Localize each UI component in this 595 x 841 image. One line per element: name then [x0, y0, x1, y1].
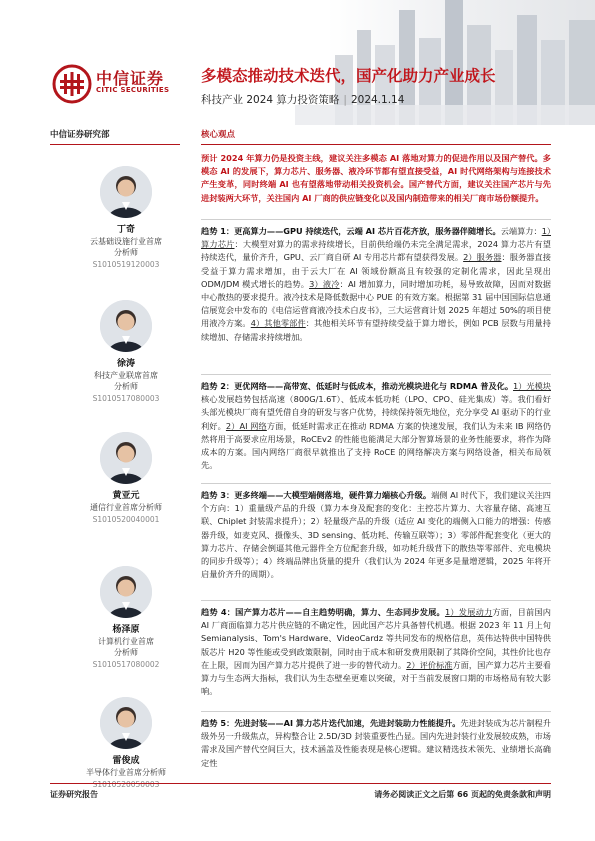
analyst-photo — [100, 166, 152, 218]
trend-text: ：其他相关环节有望持续受益于算力增长，例如 PCB 层数与用量持续增加、存储需求持续增加。 — [201, 318, 551, 342]
report-header — [0, 0, 595, 125]
trend-subtopic: 2）评价标准 — [406, 659, 453, 670]
analyst-name: 杨泽原 — [112, 625, 140, 635]
analyst-name: 徐涛 — [116, 359, 135, 369]
trend-paragraph — [201, 374, 551, 472]
analyst-license-id: S1010519120003 — [92, 260, 160, 269]
trend-subtopic: 2）服务器 — [463, 252, 502, 263]
trend-paragraph — [201, 483, 551, 581]
trend-lead: 趋势 2：更优网络——高带宽、低延时与低成本，推动光模块进化与 RDMA 普及化。 — [201, 381, 514, 391]
analyst-license-id: S1010520040001 — [92, 515, 160, 524]
analyst-photo — [100, 566, 152, 618]
trend-text: ：服务器直接受益于算力需求增加，由于云大厂在 AI 领域份额高且有较强的定制化需求，因此呈现出 ODM/JDM 模式增长的趋势。 — [201, 252, 551, 289]
core-view-heading: 核心观点 — [201, 128, 551, 145]
analyst-role-line2: 分析师 — [114, 648, 138, 657]
analyst-name: 雷俊成 — [112, 756, 140, 766]
trend-lead: 趋势 1：更高算力——GPU 持续迭代，云端 AI 芯片百花齐放，服务器伴随增长。 — [201, 226, 501, 236]
trend-subtopic: 2）AI 网络 — [225, 420, 267, 431]
report-title: 多模态推动技术迭代，国产化助力产业成长 — [201, 67, 496, 85]
subtitle-main: 科技产业 2024 算力投资策略 — [201, 94, 340, 106]
trend-text: ：AI 增加算力，同时增加功耗，易导致故障，因而对数据中心散热的要求提升。液冷技术是降低数据中心 PUE 的有效方案。根据第 31 届中国国际信息通信展览会中发布的《电信运营商液冷技术白皮书》，三大运营商计划 2025 年超过 50%的项目使用液冷方案。 — [201, 278, 551, 329]
analyst-role: 云基础设施行业首席 — [90, 237, 162, 246]
analyst-license-id: S1010517080002 — [92, 660, 160, 669]
trend-text: 方面，国产算力芯片主要看算力与生态两大指标，我们认为生态壁垒更难以突破，对于当前发展窗口期的市场格局有较大影响。 — [201, 659, 551, 697]
trend-text: ：大模型对算力的需求持续增长，目前供给端仍未完全满足需求，2024 算力芯片有望持续迭代，量价齐升，GPU、云厂商自研 AI 专用芯片都有望获得发展。 — [201, 239, 551, 263]
report-subtitle — [201, 92, 404, 107]
trend-lead: 趋势 4：国产算力芯片——自主趋势明确，算力、生态同步发展。 — [201, 607, 445, 617]
analyst-card — [56, 566, 196, 670]
analyst-photo — [100, 432, 152, 484]
subtitle-separator: | — [343, 94, 347, 106]
trend-text: 方面，目前国内 AI 厂商面临算力芯片供应链的不确定性，因此国产芯片具备替代机遇。根据 2023 年 11 月上旬 Semianalysis、Tom's Hardware、VideoCardz 等共同发布的规格信息，英伟达特供中国特供版芯片 H20 等性能或受到政策限制，同时由于成本和研发费用限制了其降价空间，其性价比也存在上限，因而为国产算力芯片提供了进一步的替代动力。 — [201, 607, 551, 670]
report-date: 2024.1.14 — [350, 94, 405, 106]
trend-subtopic: 3）液冷 — [309, 278, 340, 289]
summary-paragraph: 预计 2024 年算力仍是投资主线，建议关注多模态 AI 落地对算力的促进作用以及国产替代。多模态 AI 的发展下，算力芯片、服务器、液冷环节都有望直接受益，AI 时代网络架构与连接技术产生变革，同时终端 AI 也有望落地带动相关投资机会。国产替代方面，建议关注国产芯片与先进封装两大环节，关注国内 AI 厂商的供应链变化以及国内制造带来的相关厂商市场份额提升。 — [201, 153, 551, 203]
citic-logo-icon — [52, 64, 92, 104]
analyst-role: 科技产业联席首席 — [94, 371, 158, 380]
trend-text: 先进封装成为芯片制程升级外另一升级焦点，异构整合让 2.5D/3D 封装重要性凸显。国内先进封装行业发展较成熟，市场需求及国产替代空间巨大，技术涵盖及性能表现是核心逻辑。建议精选技术领先、业绩增长高确定性 — [201, 718, 551, 768]
analyst-role: 通信行业首席分析师 — [90, 503, 162, 512]
analyst-license-id: S1010520050003 — [92, 780, 160, 789]
analyst-card — [56, 166, 196, 270]
analyst-role: 半导体行业首席分析师 — [86, 768, 166, 777]
analyst-name: 黄亚元 — [112, 491, 140, 501]
trend-lead: 趋势 5：先进封装——AI 算力芯片迭代加速，先进封装助力性能提升。 — [201, 718, 461, 728]
analyst-name: 丁奇 — [116, 225, 135, 235]
footer-divider — [50, 783, 551, 784]
analyst-role: 计算机行业首席 — [98, 637, 154, 646]
research-dept-heading: 中信证券研究部 — [50, 128, 180, 145]
analyst-license-id: S1010517080003 — [92, 394, 160, 403]
analyst-card — [56, 432, 196, 525]
trend-paragraph — [201, 219, 551, 344]
analyst-card — [56, 300, 196, 404]
brand-name-cn: 中信证券 — [96, 69, 165, 88]
analyst-photo — [100, 697, 152, 749]
trend-text: 云端算力： — [500, 226, 542, 236]
trend-subtopic: 1）算力芯片 — [201, 226, 551, 250]
analyst-photo — [100, 300, 152, 352]
brand-name-en: CITIC SECURITIES — [96, 86, 170, 94]
footer-disclaimer: 请务必阅读正文之后第 66 页起的免责条款和声明 — [374, 790, 551, 799]
trend-subtopic: 1）光模块 — [513, 381, 551, 391]
trend-subtopic: 4）其他零部件 — [250, 318, 306, 329]
footer-report-type: 证券研究报告 — [50, 790, 98, 799]
trend-lead: 趋势 3：更多终端——大模型端侧落地，硬件算力端核心升级。 — [201, 490, 432, 500]
trend-text: 核心发展趋势包括高速（800G/1.6T）、低成本低功耗（LPO、CPO、硅光集成）等。我们看好头部光模块厂商有望凭借自身的研发与客户优势，持续保持领先地位，充分享受 AI 驱动下的行业利好。 — [201, 394, 551, 431]
trend-text: 端侧 AI 时代下，我们建议关注四个方向：1）重量级产品的升级（算力本身及配套的变化：主控芯片算力、大容量存储、高速互联、Chiplet 封装需求提升）；2）轻量级产品的升级（适应 AI 变化的端侧入口能力的增强：传感器升级，如麦克风、摄像头、3D sensing、低功耗、传输互联等）；3）零部件配套变化（更大的算力芯片、存储会倒逼其他元器件全方位配套升级，如功耗升级背下的散热等零部件、充电模块的同步升级等）；4）终端品牌出货量的提升（我们认为 2024 年更多是量增逻辑，2025 年将开启量价齐升的周期）。 — [201, 490, 551, 580]
trend-text: 方面，低延时需求正在推动 RDMA 方案的快速发展，我们认为未来 IB 网络仍然将用于高要求应用场景，RoCEv2 的性能也能满足大部分智算场景的业务性能要求，将作为降成本的方案。国内网络厂商很早就推出了支持 RoCE 的网络解决方案与网络设备，相关布局领先。 — [201, 420, 551, 471]
analyst-role-line2: 分析师 — [114, 248, 138, 257]
trend-paragraph — [201, 711, 551, 770]
analyst-role-line2: 分析师 — [114, 382, 138, 391]
trend-paragraph — [201, 600, 551, 698]
analyst-card — [56, 697, 196, 790]
trend-subtopic: 1）发展动力 — [444, 607, 493, 617]
